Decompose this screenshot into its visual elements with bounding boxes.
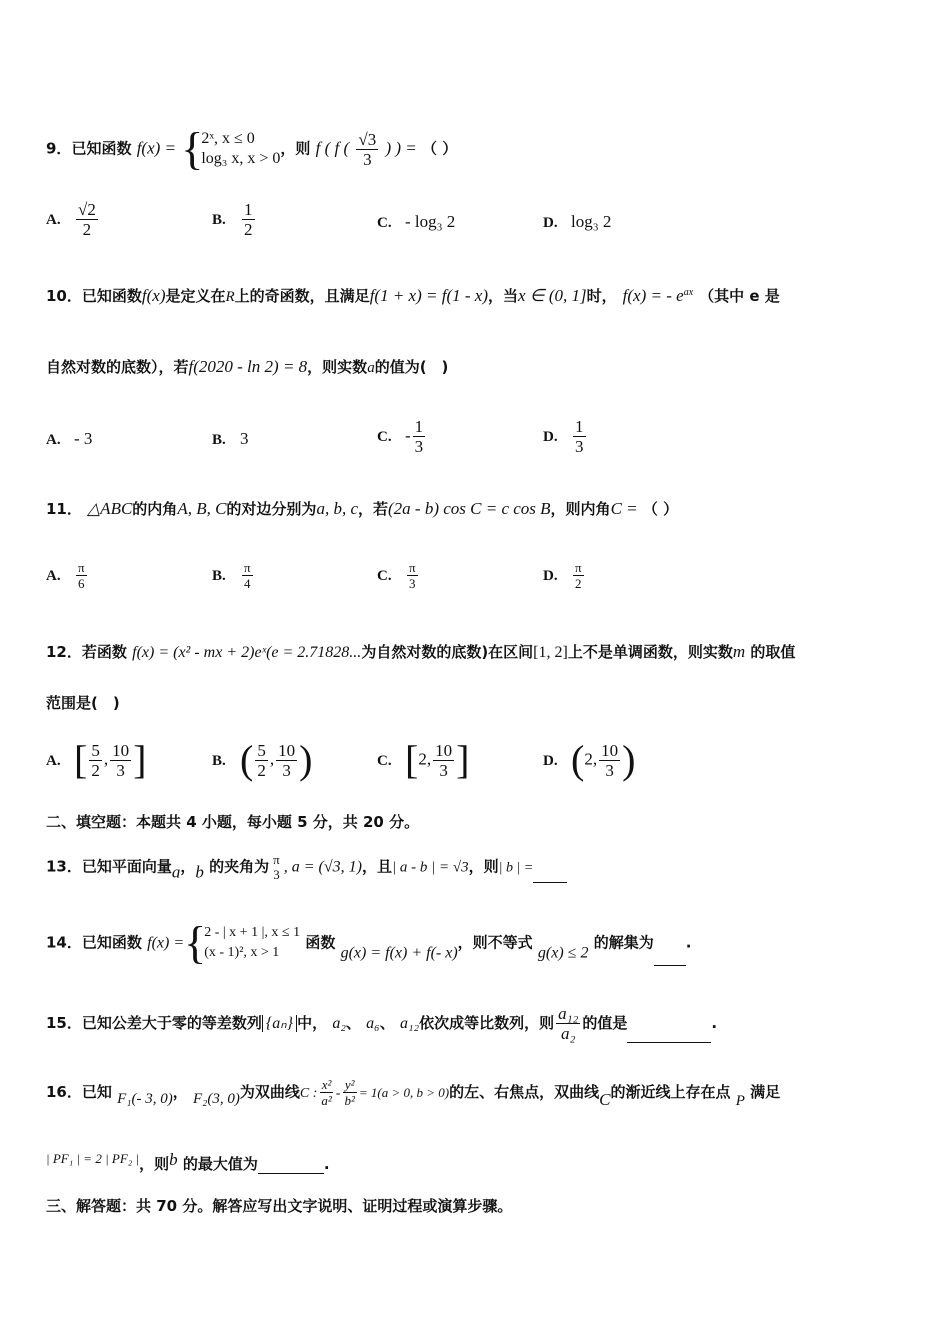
q15-number: 15． — [46, 1014, 82, 1032]
q16-minus: - — [335, 1086, 341, 1101]
q10-text3: 上的奇函数，且满足 — [234, 287, 370, 305]
q9-option-d[interactable] — [543, 212, 611, 233]
q12-number: 12． — [46, 643, 82, 661]
q15-fraction — [556, 1004, 580, 1043]
q12-option-d[interactable] — [543, 737, 636, 782]
q10-stem — [46, 283, 780, 307]
q11-text1: 的内角 — [132, 500, 178, 518]
q12-text1: 若函数 — [81, 643, 127, 661]
option-label: B. — [212, 568, 226, 584]
q16-x2: x² — [321, 1077, 332, 1092]
q15-sequence: {aₙ} — [262, 1015, 297, 1032]
option-den: 2 — [244, 220, 253, 239]
option-num: π — [78, 560, 85, 575]
q16-Cc: C — [599, 1090, 611, 1109]
q16-answer-blank[interactable] — [258, 1173, 324, 1174]
q9-text2: ，则 — [280, 139, 311, 158]
q16-text3: 的左、右焦点，双曲线 — [449, 1083, 600, 1101]
q10-R: R — [225, 289, 235, 305]
option-fraction-b — [599, 741, 620, 780]
option-num: 10 — [601, 740, 619, 760]
q10-function: f(x) — [141, 286, 166, 305]
q13-ask: | b | = — [498, 860, 534, 876]
q9-piecewise — [201, 129, 280, 169]
q11-answer-paren: （ ） — [642, 500, 679, 518]
q11-angles: A, B, C — [177, 499, 227, 518]
q16-number: 16． — [46, 1083, 82, 1101]
option-label: B. — [212, 432, 226, 448]
q14-text3: ，则不等式 — [457, 933, 533, 952]
q12-function: f(x) = (x² - mx + 2)eˣ(e = 2.71828... — [132, 644, 362, 661]
q13-b: b — [195, 862, 204, 882]
q14-case2: (x - 1)², x > 1 — [204, 945, 280, 960]
q11-text3: ，若 — [357, 500, 388, 518]
q15-stem — [46, 1004, 717, 1043]
section-2-heading: 二、填空题：本题共 4 小题，每小题 5 分，共 20 分。 — [46, 813, 420, 831]
q16-b: b — [169, 1150, 178, 1169]
q14-answer-blank[interactable] — [654, 965, 686, 966]
q14-inequality: g(x) ≤ 2 — [537, 944, 589, 962]
q10-text6: （其中 e 是 — [699, 287, 780, 305]
q11-option-d[interactable] — [543, 560, 586, 591]
option-label: D. — [543, 215, 558, 231]
option-label: A. — [46, 752, 61, 769]
q13-answer-blank[interactable] — [533, 882, 567, 883]
q16-P: P — [735, 1093, 745, 1109]
q14-end: . — [685, 933, 692, 952]
option-fraction — [573, 417, 586, 456]
q13-pi: π — [273, 852, 280, 867]
q9-case2: log₃ x, x > 0 — [201, 150, 281, 167]
option-a: 2, — [584, 749, 598, 769]
q12-stem — [46, 642, 795, 663]
q13-three: 3 — [273, 867, 280, 882]
option-den: 3 — [409, 576, 416, 591]
q15-sep1: 、 — [345, 1014, 361, 1032]
q16-text4: 的渐近线上存在点 — [610, 1083, 731, 1101]
q12-line2: 范围是( ) — [46, 694, 120, 712]
option-fraction-b — [433, 741, 454, 780]
q15-text1: 已知公差大于零的等差数列 — [81, 1014, 262, 1032]
option-fraction-a — [255, 741, 268, 780]
option-label: C. — [377, 752, 392, 769]
option-left-bracket: ( — [240, 737, 254, 782]
q10-line2c: 的值为( ) — [374, 358, 449, 376]
q10-range: x ∈ (0, 1] — [518, 286, 587, 305]
option-fraction — [76, 560, 87, 591]
q16-frac-x — [319, 1077, 333, 1108]
q10-line2a: 自然对数的底数），若 — [46, 358, 189, 376]
q13-text1: 已知平面向量 — [81, 857, 172, 876]
q9-function: f(x) = — [136, 138, 176, 158]
option-num: π — [244, 560, 251, 575]
option-value: - log₃ 2 — [405, 212, 456, 231]
q16-line2b: 的最大值为 — [182, 1155, 258, 1173]
q16-end: . — [323, 1155, 330, 1173]
q9-arg-fraction — [356, 130, 378, 169]
option-right-bracket: ] — [456, 737, 470, 782]
q12-option-c[interactable] — [377, 737, 470, 782]
q16-stem — [46, 1077, 780, 1111]
option-den: 2 — [575, 576, 582, 591]
q15-fnum: a₁₂ — [558, 1004, 579, 1023]
option-num: 5 — [91, 740, 100, 760]
q12-interval: [1, 2] — [533, 644, 568, 661]
q11-number: 11． — [46, 500, 82, 518]
q14-text2: 函数 — [305, 933, 336, 952]
option-left-bracket: [ — [74, 737, 88, 782]
option-fraction-b — [110, 741, 131, 780]
option-label: B. — [212, 212, 226, 228]
option-label: D. — [543, 429, 558, 445]
option-label: C. — [377, 568, 392, 584]
q14-text4: 的解集为 — [593, 933, 654, 952]
option-fraction — [407, 560, 418, 591]
option-label: C. — [377, 215, 392, 231]
option-label: D. — [543, 752, 558, 769]
q11-triangle: △ABC — [87, 499, 133, 518]
option-num: 10 — [435, 740, 453, 760]
q15-a12: a₁₂ — [399, 1015, 420, 1032]
option-fraction-b — [276, 741, 297, 780]
q13-text4: ，则 — [468, 857, 499, 876]
q13-stem — [46, 852, 567, 883]
q11-text2: 的对边分别为 — [226, 500, 317, 518]
option-num: 5 — [257, 740, 266, 760]
q16-text2: 为双曲线 — [239, 1083, 300, 1101]
option-num: 10 — [112, 740, 130, 760]
q11-sides: a, b, c — [316, 499, 358, 518]
q15-a2: a₂ — [332, 1015, 346, 1032]
option-den: 3 — [282, 760, 291, 780]
option-den: 3 — [116, 760, 125, 780]
q12-text2: 为自然对数的底数)在区间 — [361, 643, 534, 661]
q9-answer-paren: （ ） — [422, 139, 458, 158]
q15-end: . — [711, 1014, 718, 1032]
q13-number: 13． — [46, 857, 82, 876]
q9-option-c[interactable] — [377, 212, 455, 233]
option-num: 1 — [575, 417, 584, 436]
q9-text: 已知函数 — [71, 139, 132, 158]
option-num: √2 — [78, 200, 96, 219]
q16-text1: 已知 — [81, 1083, 112, 1101]
option-label: A. — [46, 568, 61, 584]
q11-text4: ，则内角 — [550, 500, 611, 518]
option-den: 2 — [82, 220, 92, 239]
q16-line2a: ，则 — [139, 1155, 170, 1173]
q12-option-b[interactable]: B. ( $\frac{5}{2}$ , $\frac{10}{3}$ ) — [212, 737, 313, 782]
q13-text2: 的夹角为 — [209, 857, 270, 876]
option-fraction-a — [89, 741, 102, 780]
section-3-heading: 三、解答题：共 70 分。解答应写出文字说明、证明过程或演算步骤。 — [46, 1197, 513, 1215]
option-den: 3 — [439, 760, 448, 780]
q9-arg-num: √3 — [358, 129, 377, 149]
q12-m: m — [732, 642, 746, 661]
option-den: 2 — [257, 760, 266, 780]
q11-equation: (2a - b) cos C = c cos B — [388, 499, 551, 518]
q10-option-b[interactable] — [212, 429, 249, 450]
q16-y2: y² — [344, 1077, 355, 1092]
q13-text3: ，且 — [361, 857, 392, 876]
q13-sep: ， — [180, 857, 196, 876]
option-fraction — [242, 200, 255, 239]
option-den: 3 — [414, 437, 424, 456]
option-label: A. — [46, 212, 61, 228]
q15-answer-blank[interactable] — [627, 1042, 711, 1043]
q16-F2: F₂(3, 0) — [193, 1091, 240, 1107]
option-right-bracket: ) — [622, 737, 636, 782]
option-den: 2 — [91, 760, 100, 780]
q11-option-b[interactable] — [212, 560, 255, 591]
q10-line2b: ，则实数 — [307, 358, 368, 376]
q16-sep: ， — [172, 1083, 188, 1101]
q10-given: f(2020 - ln 2) = 8 — [188, 357, 308, 376]
option-fraction — [76, 200, 98, 239]
q13-angle — [271, 852, 282, 882]
q15-sep2: 、 — [379, 1014, 395, 1032]
option-value: - 3 — [74, 429, 93, 448]
q16-condition: | PF₁ | = 2 | PF₂ | — [46, 1151, 140, 1166]
option-fraction — [573, 560, 584, 591]
q16-C: C : — [299, 1086, 318, 1101]
q10-exponent: ax — [683, 287, 694, 298]
q12-text4: 的取值 — [750, 643, 796, 661]
option-den: 4 — [244, 576, 251, 591]
q16-rhs: = 1(a > 0, b > 0) — [358, 1085, 450, 1100]
q9-option-b[interactable] — [212, 200, 257, 239]
option-den: 3 — [605, 760, 614, 780]
q14-number: 14． — [46, 933, 82, 952]
q9-composite: f ( f ( — [315, 138, 350, 158]
q14-case1: 2 - | x + 1 |, x ≤ 1 — [204, 925, 301, 940]
q10-text5: 时， — [586, 287, 617, 305]
q10-number: 10． — [46, 287, 82, 305]
q14-function: f(x) = — [147, 934, 185, 952]
q10-a: a — [367, 360, 375, 376]
q15-text2: 中， — [297, 1014, 328, 1032]
q16-F1: F₁(- 3, 0) — [117, 1091, 173, 1107]
q10-option-c[interactable] — [377, 417, 427, 456]
q10-stem-line2 — [46, 357, 448, 378]
q15-text3: 依次成等比数列，则 — [419, 1014, 555, 1032]
option-num: 1 — [414, 417, 424, 436]
option-value: 3 — [240, 429, 249, 448]
q14-text1: 已知函数 — [81, 933, 142, 952]
option-num: 1 — [244, 200, 253, 219]
option-fraction — [413, 417, 426, 456]
q10-option-d[interactable] — [543, 417, 588, 456]
option-label: D. — [543, 568, 558, 584]
q11-stem — [46, 499, 678, 519]
q9-case1: 2ˣ, x ≤ 0 — [201, 130, 255, 147]
q9-composite-close: ) ) = — [385, 138, 417, 158]
q10-text: 已知函数 — [81, 287, 142, 305]
option-left-bracket: [ — [405, 737, 419, 782]
q9-arg-den: 3 — [363, 149, 372, 169]
q11-C: C = — [610, 499, 638, 518]
q16-text5: 满足 — [750, 1083, 781, 1101]
q10-text4: ，当 — [487, 287, 518, 305]
q12-text3: 上不是单调函数，则实数 — [567, 643, 733, 661]
option-sign: - — [405, 426, 411, 445]
q11-option-a[interactable] — [46, 560, 89, 591]
option-label: A. — [46, 432, 61, 448]
q9-option-a[interactable] — [46, 200, 100, 239]
option-left-bracket: ( — [571, 737, 585, 782]
q12-stem-line2 — [46, 693, 120, 713]
option-label: B. — [212, 752, 226, 769]
q13-vector: , a = (√3, 1) — [283, 858, 362, 876]
option-num: π — [409, 560, 416, 575]
q13-condition: | a - b | = √3 — [391, 859, 469, 876]
q16-a2: a² — [321, 1093, 332, 1108]
option-value: log₃ 2 — [571, 212, 612, 231]
q14-stem: 14．已知函数 f(x) ={ 2 - | x + 1 |, x ≤ 1 (x - 1)², x > 1 函数 g(x) = f(x) + f(- x)，则不等式 g(x) ≤ 2 的解集为 . — [46, 917, 692, 968]
option-label: C. — [377, 429, 392, 445]
q13-a: a — [171, 862, 181, 882]
q11-option-c[interactable] — [377, 560, 420, 591]
option-num: 10 — [278, 740, 296, 760]
option-right-bracket: ) — [299, 737, 313, 782]
option-right-bracket: ] — [133, 737, 147, 782]
q10-option-a[interactable] — [46, 429, 92, 450]
q10-text2: 是定义在 — [165, 287, 226, 305]
q15-a6: a₆ — [366, 1015, 380, 1032]
option-fraction — [242, 560, 253, 591]
q9-stem: 9．已知函数 f(x) = { 2ˣ, x ≤ 0 log₃ x, x > 0 ，则 f ( f ( $\frac{√3}{3}$ ) ) = （ ） — [46, 123, 458, 174]
q16-frac-y — [342, 1077, 356, 1108]
q12-option-a[interactable]: A. [ $\frac{5}{2}$ , $\frac{10}{3}$ ] — [46, 737, 147, 782]
q10-condition: f(1 + x) = f(1 - x) — [369, 286, 488, 305]
option-a: 2, — [418, 749, 432, 769]
q10-definition: f(x) = - e — [622, 286, 684, 305]
option-num: π — [575, 560, 582, 575]
q16-stem-line2 — [46, 1149, 330, 1174]
q15-fden: a₂ — [561, 1024, 576, 1043]
q14-piecewise — [204, 923, 300, 963]
q9-number: 9． — [46, 139, 72, 158]
option-den: 6 — [78, 576, 85, 591]
q16-b2: b² — [344, 1093, 355, 1108]
q14-g: g(x) = f(x) + f(- x) — [340, 944, 458, 962]
option-den: 3 — [575, 437, 584, 456]
q15-text4: 的值是 — [582, 1014, 628, 1032]
